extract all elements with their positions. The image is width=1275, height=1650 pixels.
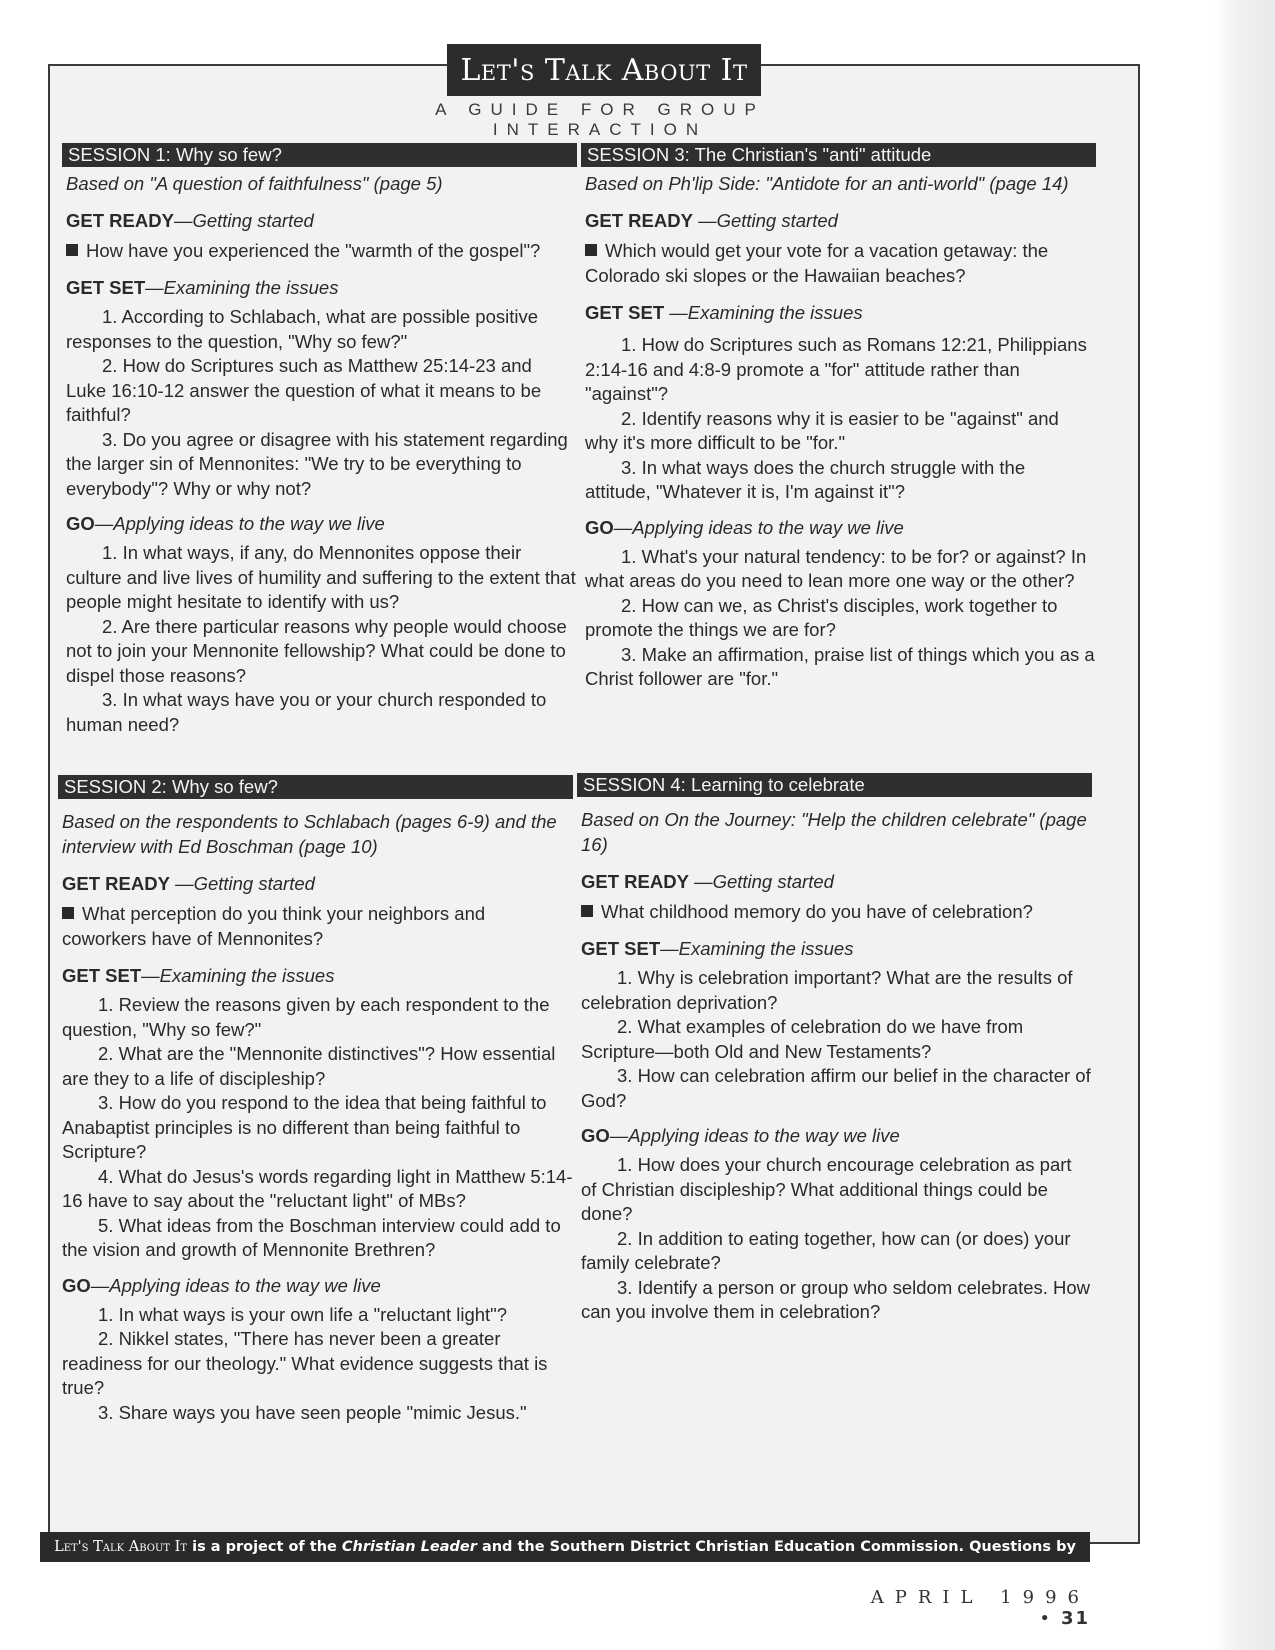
go-questions (58, 1303, 573, 1426)
get-ready-heading: GET READY—Getting started (66, 210, 314, 231)
session-heading: SESSION 2: Why so few? (58, 775, 573, 799)
get-set-heading: GET SET—Examining the issues (581, 938, 854, 959)
session-source: Based on the respondents to Schlabach (pages 6-9) and the interview with Ed Boschman (page 10) (62, 811, 557, 857)
question: 2. How do Scriptures such as Matthew 25:14-23 and Luke 16:10-12 answer the question of what it means to be faithful? (66, 355, 542, 425)
get-set-heading: GET SET—Examining the issues (62, 965, 335, 986)
question: 3. Do you agree or disagree with his statement regarding the larger sin of Mennonites: "We try to be everything to everybody"? Why or why not? (66, 428, 568, 499)
question: 1. Why is celebration important? What are the results of celebration deprivation? (581, 967, 1073, 1013)
page-folio (820, 1587, 1090, 1629)
question: 3. In what ways does the church struggle with the attitude, "Whatever it is, I'm against it"? (585, 456, 1026, 502)
page-title: Let's Talk About It (447, 44, 761, 96)
session-source: Based on "A question of faithfulness" (page 5) (66, 173, 443, 194)
question: 1. According to Schlabach, what are possible positive responses to the question, "Why so few?" (66, 306, 539, 352)
question: 3. How do you respond to the idea that being faithful to Anabaptist principles is no different than being faithful to Scripture? (62, 1092, 547, 1162)
go-heading: GO—Applying ideas to the way we live (66, 513, 385, 534)
question: 3. Make an affirmation, praise list of things which you as a Christ follower are "for." (585, 643, 1095, 689)
go-heading: GO—Applying ideas to the way we live (62, 1274, 381, 1296)
question: 1. In what ways is your own life a "reluctant light"? (98, 1303, 508, 1325)
get-ready-bullet: What childhood memory do you have of celebration? (581, 899, 1092, 924)
get-set-heading: GET SET—Examining the issues (66, 277, 339, 298)
page-number: 31 (1060, 1608, 1090, 1629)
session-3 (581, 143, 1096, 702)
question: 1. How does your church encourage celebration as part of Christian discipleship? What additional things could be done? (581, 1154, 1072, 1224)
session-heading: SESSION 1: Why so few? (62, 143, 577, 167)
question: 2. Are there particular reasons why people would choose not to join your Mennonite fellowship? What could be done to dispel those reasons? (66, 615, 567, 686)
issue-date: APRIL 1996 (870, 1587, 1090, 1608)
get-set-questions (577, 966, 1092, 1113)
footer-publication: Christian Leader (341, 1539, 477, 1555)
square-bullet-icon (581, 905, 593, 917)
question: 3. How can celebration affirm our belief in the character of God? (581, 1065, 1091, 1111)
get-ready-bullet: What perception do you think your neighbors and coworkers have of Mennonites? (62, 903, 486, 949)
session-1 (62, 143, 577, 747)
square-bullet-icon (62, 907, 74, 919)
question: 2. What examples of celebration do we have from Scripture—both Old and New Testaments? (581, 1016, 1024, 1062)
session-2 (58, 775, 573, 1435)
go-questions (62, 541, 577, 737)
page-subtitle: A GUIDE FOR GROUP INTERACTION (435, 100, 765, 139)
session-heading: SESSION 3: The Christian's "anti" attitude (581, 143, 1096, 167)
square-bullet-icon (585, 244, 597, 256)
question: 1. In what ways, if any, do Mennonites oppose their culture and live lives of humility and suffering to the extent that people might hesitate to identify with us? (66, 542, 576, 612)
session-4 (577, 773, 1092, 1335)
get-set-questions (581, 333, 1096, 505)
go-questions (577, 1153, 1092, 1325)
square-bullet-icon (66, 244, 78, 256)
get-set-heading: GET SET —Examining the issues (585, 302, 863, 323)
question: 3. Identify a person or group who seldom celebrates. How can you involve them in celebration? (581, 1276, 1091, 1322)
question: 2. Nikkel states, "There has never been a greater readiness for our theology." What evidence suggests that is true? (62, 1328, 548, 1398)
question: 2. Identify reasons why it is easier to be "against" and why it's more difficult to be "for." (585, 407, 1059, 453)
footer-credits: Let's Talk About It is a project of the Christian Leader and the Southern District Christian Education Commission. Questions by Nadine Friesen. (40, 1532, 1090, 1562)
get-ready-bullet: Which would get your vote for a vacation getaway: the Colorado ski slopes or the Hawaiian beaches? (585, 240, 1049, 286)
question: 2. What are the "Mennonite distinctives"? How essential are they to a life of discipleship? (62, 1043, 556, 1089)
question: 2. How can we, as Christ's disciples, work together to promote the things we are for? (585, 594, 1058, 640)
get-ready-heading: GET READY —Getting started (581, 871, 834, 892)
question: 1. Review the reasons given by each respondent to the question, "Why so few?" (62, 994, 550, 1040)
get-ready-heading: GET READY —Getting started (62, 873, 315, 894)
question: 1. What's your natural tendency: to be for? or against? In what areas do you need to lean more one way or the other? (585, 545, 1087, 591)
get-ready-heading: GET READY —Getting started (585, 210, 838, 231)
get-ready-bullet: How have you experienced the "warmth of the gospel"? (66, 238, 577, 263)
go-heading: GO—Applying ideas to the way we live (581, 1125, 900, 1146)
page-edge-shadow (1214, 0, 1275, 1650)
get-set-questions (62, 305, 577, 501)
question: 4. What do Jesus's words regarding light in Matthew 5:14-16 have to say about the "reluctant light" of MBs? (62, 1165, 573, 1211)
session-source: Based on On the Journey: "Help the children celebrate" (page 16) (581, 809, 1087, 855)
question: 3. Share ways you have seen people "mimic Jesus." (98, 1401, 527, 1423)
session-heading: SESSION 4: Learning to celebrate (577, 773, 1092, 797)
question: 5. What ideas from the Boschman interview could add to the vision and growth of Mennonite Brethren? (62, 1214, 561, 1260)
question: 2. In addition to eating together, how can (or does) your family celebrate? (581, 1227, 1071, 1273)
go-heading: GO—Applying ideas to the way we live (585, 516, 904, 538)
folio-separator: • (1039, 1608, 1061, 1629)
session-source: Based on Ph'lip Side: "Antidote for an anti-world" (page 14) (585, 173, 1069, 194)
question: 3. In what ways have you or your church responded to human need? (66, 689, 547, 735)
get-set-questions (58, 993, 573, 1263)
footer-feature-name: Let's Talk About It (54, 1539, 188, 1555)
question: 1. How do Scriptures such as Romans 12:21, Philippians 2:14-16 and 4:8-9 promote a "for" attitude rather than "against"? (585, 334, 1087, 404)
go-questions (581, 545, 1096, 692)
